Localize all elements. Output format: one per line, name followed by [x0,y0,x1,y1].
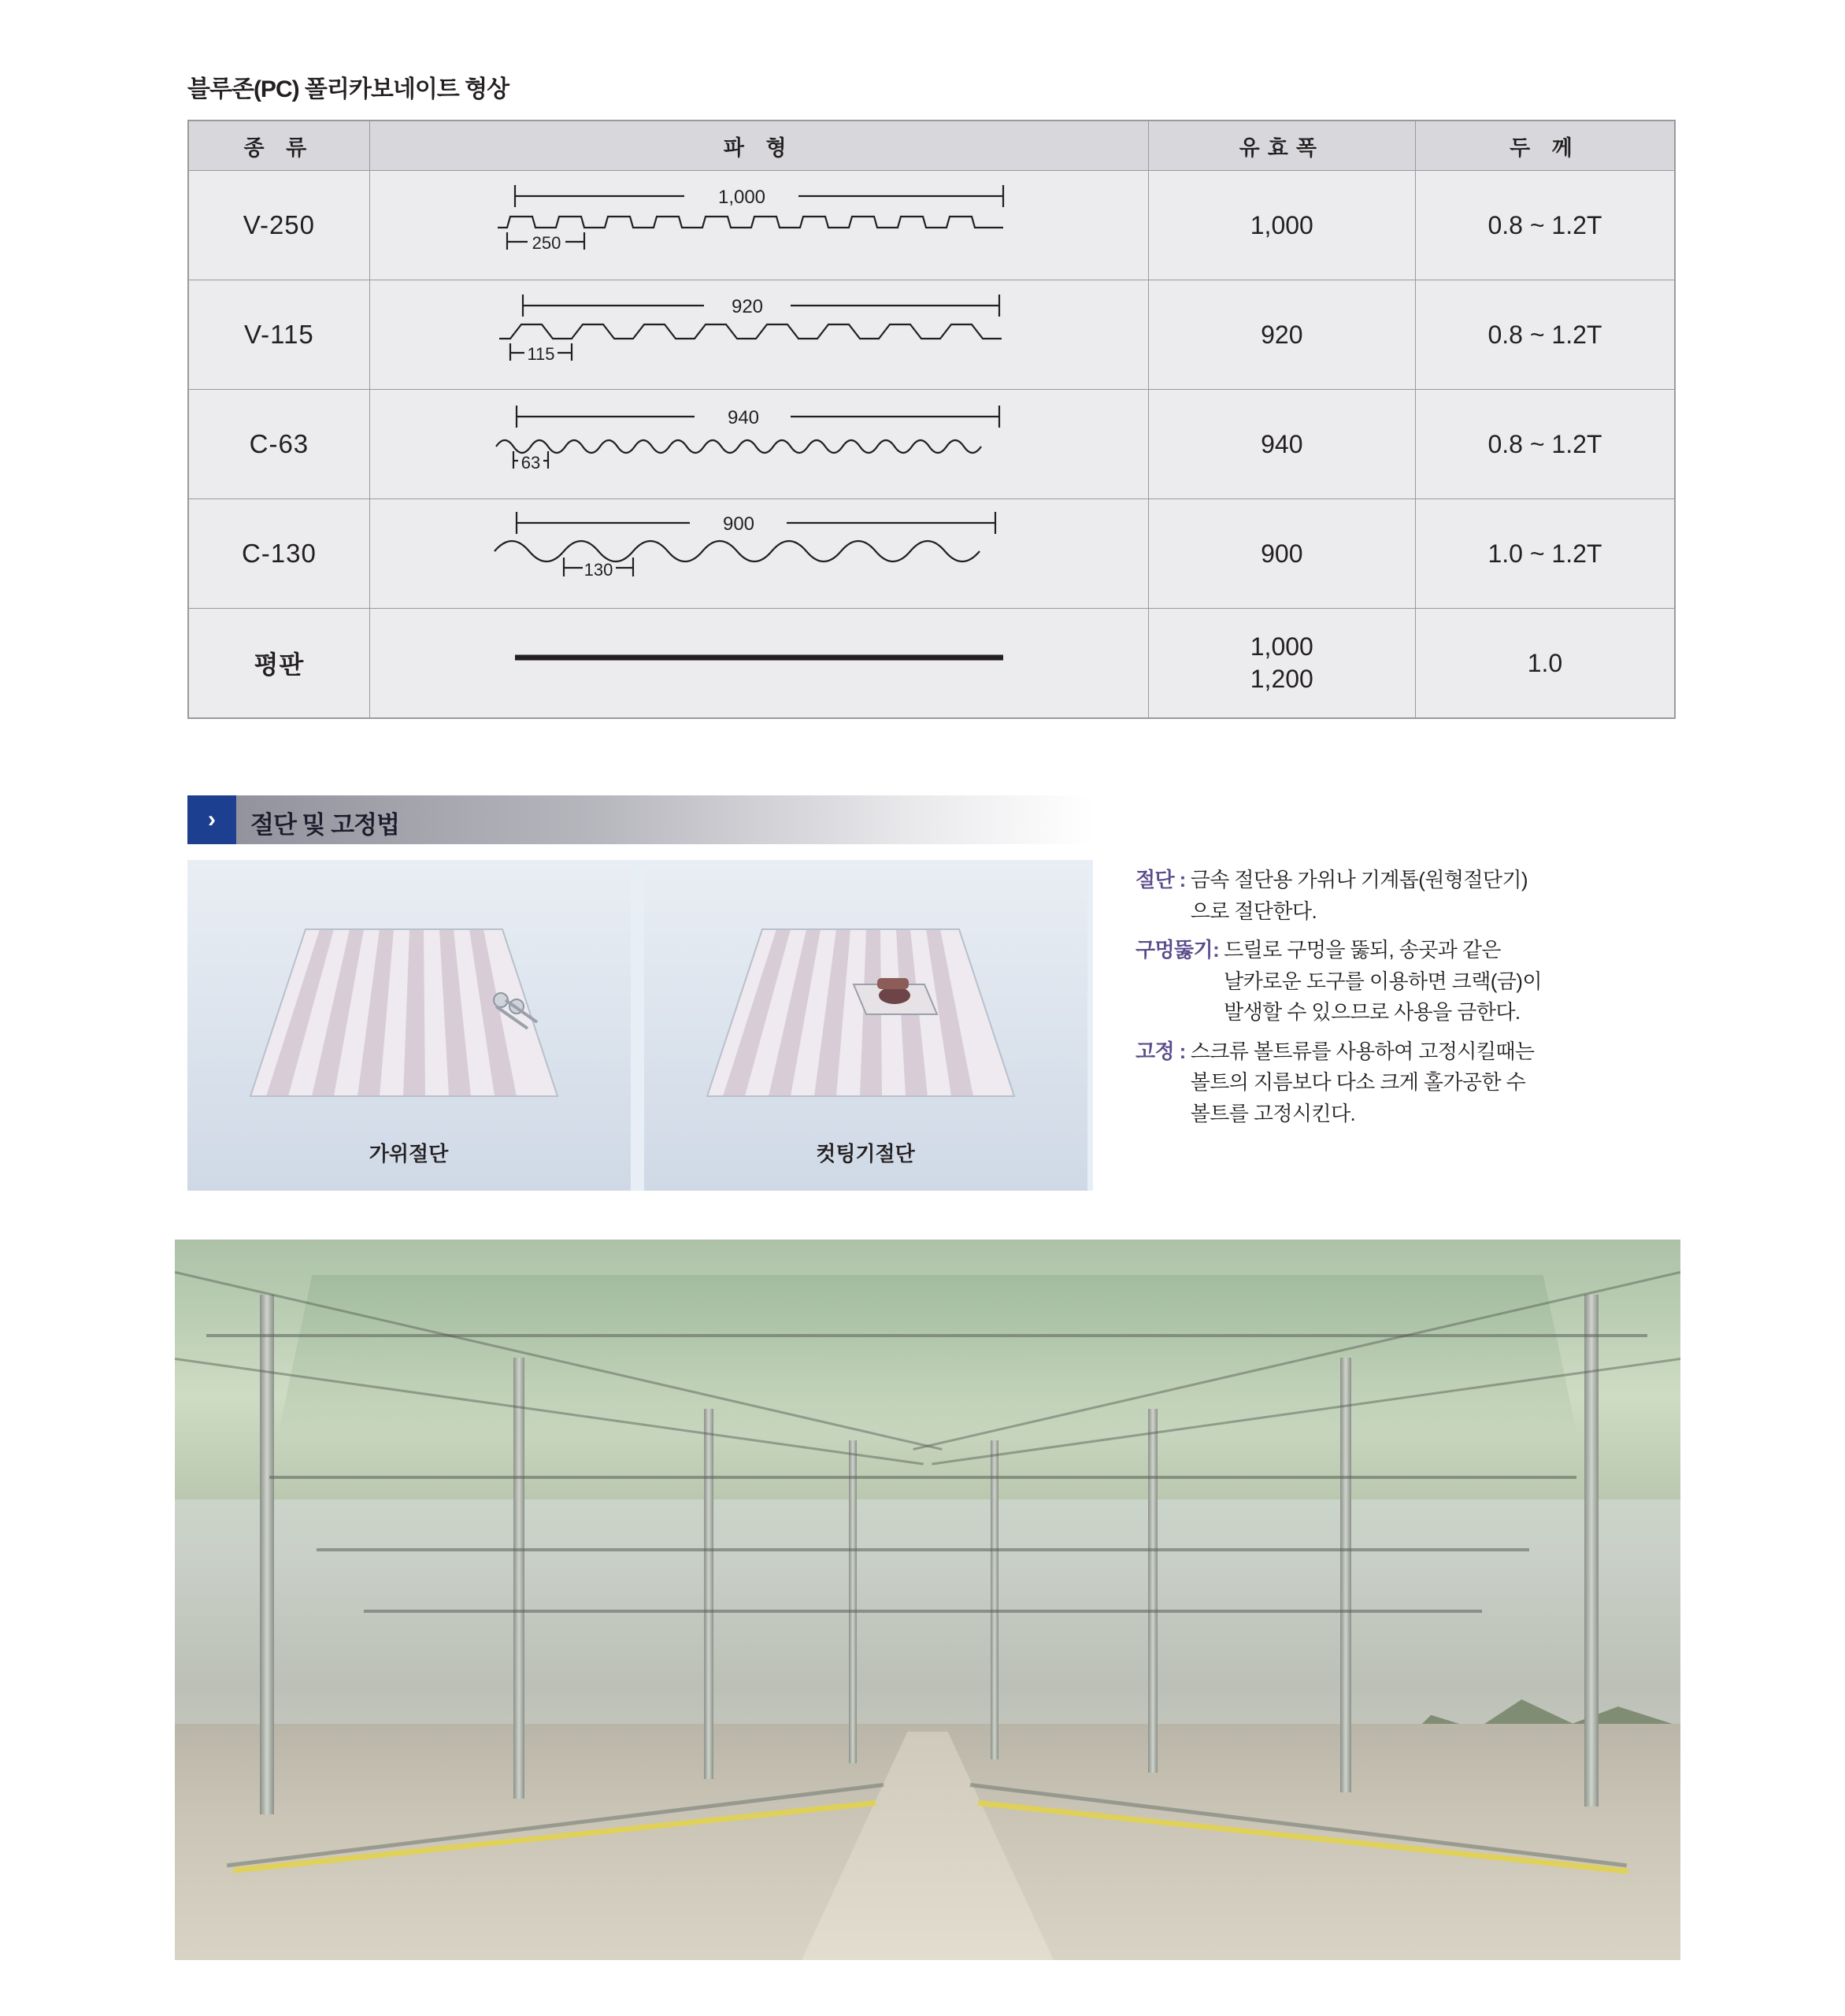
photo-beam [364,1610,1482,1613]
cell-thickness: 1.0 ~ 1.2T [1415,499,1675,609]
note-key: 구멍뚫기: [1136,938,1220,962]
cell-thickness: 0.8 ~ 1.2T [1415,390,1675,499]
cell-thickness: 1.0 [1415,609,1675,719]
dim-pitch-label: 63 [521,453,540,472]
cell-width-line2: 1,200 [1250,665,1313,693]
profile-drawing-flat [370,609,1148,717]
cell-width-line1: 1,000 [1250,632,1313,662]
note-line: 으로 절단한다. [1190,899,1317,923]
note-item [1136,865,1687,927]
dim-span-label: 940 [727,407,759,428]
profile-table [187,120,1676,719]
profile-drawing-v250 [370,171,1148,280]
cell-shape-c130 [369,499,1148,609]
table-row [188,499,1675,609]
note-line: 날카로운 도구를 이용하면 크랙(금)이 [1224,969,1542,993]
cell-shape-flat [369,609,1148,719]
note-line: 스크류 볼트류를 사용하여 고정시킬때는 [1190,1039,1535,1063]
photo-caption: 컷팅기절단 [816,1142,915,1166]
note-key: 절단 : [1136,868,1186,891]
cell-thickness: 0.8 ~ 1.2T [1415,171,1675,280]
cell-width: 940 [1148,390,1415,499]
th-width: 유효폭 [1148,120,1415,171]
cell-thickness: 0.8 ~ 1.2T [1415,280,1675,390]
note-value [1224,935,1687,1028]
photo-pillar [513,1358,524,1799]
dim-pitch-label: 115 [527,344,555,364]
note-value [1191,865,1687,927]
table-row [188,280,1675,390]
note-line: 금속 절단용 가위나 기계톱(원형절단기) [1190,868,1528,891]
photo-beam [317,1548,1529,1551]
photo-roof-center [277,1275,1577,1437]
note-key: 고정 : [1136,1039,1186,1063]
profile-drawing-c63 [370,390,1148,498]
cell-kind: V-250 [188,171,369,280]
table-row [188,171,1675,280]
table-header-row [188,120,1675,171]
note-line: 볼트를 고정시킨다. [1190,1101,1356,1125]
cell-shape-v115 [369,280,1148,390]
photo-caption: 가위절단 [369,1142,449,1166]
cell-shape-c63 [369,390,1148,499]
section-profile-title: 블루존(PC) 폴리카보네이트 형상 [187,76,509,102]
photo-cutter-cut [644,860,1087,1191]
cell-kind: 평판 [188,609,369,719]
installation-photo [175,1240,1680,1960]
dim-span-label: 900 [722,513,754,535]
dim-pitch-label: 250 [532,233,561,253]
th-thickness: 두 께 [1415,120,1675,171]
cell-width: 900 [1148,499,1415,609]
photo-pillar [849,1440,857,1763]
th-shape: 파 형 [369,120,1148,171]
dim-span-label: 1,000 [717,187,765,208]
photo-pillar [704,1409,713,1779]
note-line: 발생할 수 있으므로 사용을 금한다. [1224,1000,1521,1025]
dim-span-label: 920 [731,296,763,317]
table-row [188,390,1675,499]
cutting-notes [1136,865,1687,1137]
profile-drawing-v115 [370,280,1148,389]
cell-kind: V-115 [188,280,369,390]
cell-width [1148,609,1415,719]
table-row [188,609,1675,719]
chevron-right-icon: › [187,795,236,844]
photo-pillar [1340,1358,1351,1792]
photo-scissor-cut [187,860,631,1191]
note-item [1136,935,1687,1028]
cell-kind: C-63 [188,390,369,499]
cell-kind: C-130 [188,499,369,609]
cell-width: 920 [1148,280,1415,390]
photo-pillar [1148,1409,1158,1773]
cutting-photo-strip [187,860,1093,1191]
profile-drawing-c130 [370,499,1148,608]
section-cutting-heading: 절단 및 고정법 [250,811,399,839]
cell-width: 1,000 [1148,171,1415,280]
dim-pitch-label: 130 [584,560,613,580]
cell-shape-v250 [369,171,1148,280]
note-item [1136,1036,1687,1130]
note-value [1191,1036,1687,1130]
th-kind: 종 류 [188,120,369,171]
photo-pillar [991,1440,998,1759]
note-line: 드릴로 구멍을 뚫되, 송곳과 같은 [1224,938,1501,962]
note-line: 볼트의 지름보다 다소 크게 홀가공한 수 [1190,1070,1526,1095]
photo-beam [269,1476,1576,1479]
photo-beam [206,1334,1647,1337]
